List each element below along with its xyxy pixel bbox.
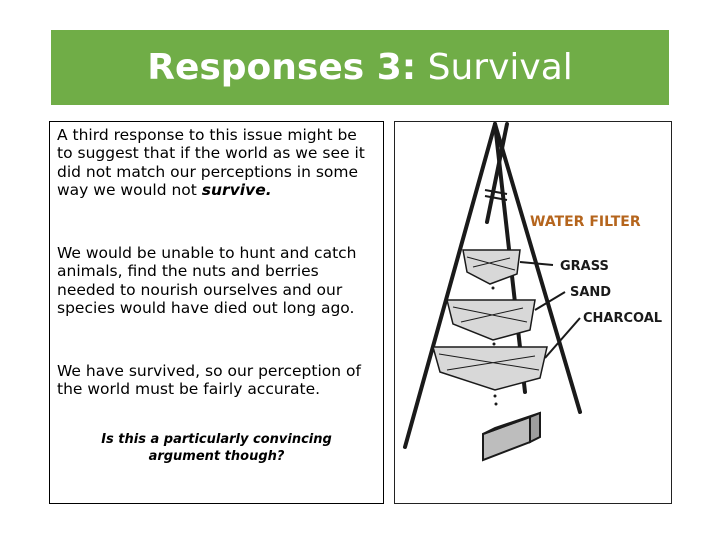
paragraph-1 [57,126,376,200]
collection-box [483,413,540,460]
text-box [49,121,384,504]
slide-title [147,47,573,88]
label-grass: GRASS [560,259,609,274]
tripod-drawing [395,122,671,503]
filter-heading: WATER FILTER [530,214,641,230]
water-filter-illustration [394,121,672,504]
label-sand: SAND [570,285,612,300]
sand-layer [447,300,535,340]
paragraph-1-text: A third response to this issue might be to suggest that if the world as we see it did not match our perceptions in some way we would not [57,126,365,200]
title-bar [51,30,669,105]
paragraph-1-emphasis: survive. [201,181,272,200]
question-text: Is this a particularly convincing argument though? [101,432,332,464]
title-main: Survival [427,47,573,88]
paragraph-2: We would be unable to hunt and catch animals, find the nuts and berries needed to nourish ourselves and our species would have died out long ago. [57,243,357,318]
paragraph-3: We have survived, so our perception of the world must be fairly accurate. [57,361,361,398]
pole-left [405,124,495,447]
title-prefix: Responses 3: [147,47,417,88]
label-charcoal: CHARCOAL [583,311,663,326]
